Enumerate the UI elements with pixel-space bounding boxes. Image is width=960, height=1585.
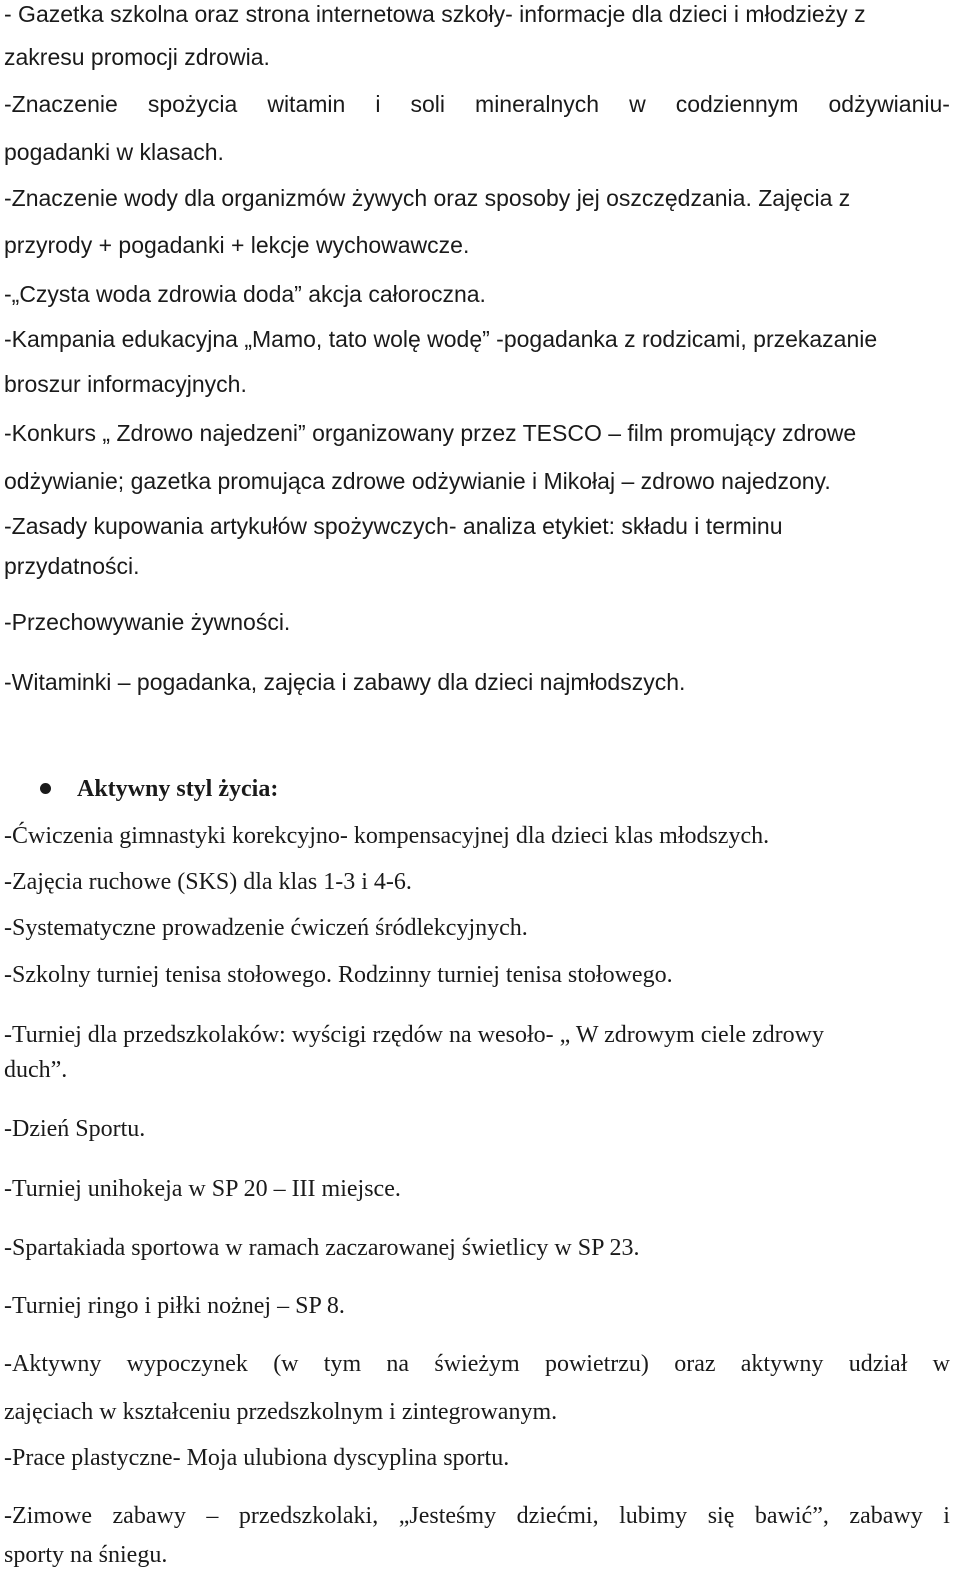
word: w: [932, 1351, 950, 1377]
text-line: -Turniej ringo i piłki nożnej – SP 8.: [4, 1293, 345, 1319]
section-heading-text: Aktywny styl życia:: [77, 776, 279, 802]
text-line: zajęciach w kształceniu przedszkolnym i zintegrowanym.: [4, 1399, 558, 1425]
text-line: -Prace plastyczne- Moja ulubiona dyscyplina sportu.: [4, 1445, 510, 1471]
bullet-icon: [40, 783, 51, 794]
word: powietrzu): [544, 1351, 649, 1377]
text-line: przyrody + pogadanki + lekcje wychowawcze.: [4, 232, 470, 258]
word: witamin: [267, 91, 346, 117]
text-line-justified: [4, 1501, 950, 1531]
word: -Zimowe: [4, 1503, 92, 1529]
text-line-justified: [4, 1349, 950, 1379]
word: dziećmi,: [516, 1503, 599, 1529]
text-line: -Systematyczne prowadzenie ćwiczeń śródlekcyjnych.: [4, 915, 528, 941]
text-line: -Znaczenie wody dla organizmów żywych oraz sposoby jej oszczędzania. Zajęcia z: [4, 185, 851, 211]
text-line: -Przechowywanie żywności.: [4, 609, 291, 635]
word: -Aktywny: [4, 1351, 102, 1377]
word: codziennym: [675, 91, 799, 117]
word: soli: [410, 91, 445, 117]
word: wypoczynek: [126, 1351, 248, 1377]
word: się: [707, 1503, 735, 1529]
word: mineralnych: [475, 91, 600, 117]
text-line: -Ćwiczenia gimnastyki korekcyjno- kompensacyjnej dla dzieci klas młodszych.: [4, 823, 770, 849]
word: udział: [848, 1351, 908, 1377]
word: i: [375, 91, 381, 117]
word: oraz: [674, 1351, 716, 1377]
text-line-justified: [4, 89, 950, 119]
text-line: -Turniej dla przedszkolaków: wyścigi rzędów na wesoło- „ W zdrowym ciele zdrowy: [4, 1022, 824, 1048]
word: i: [943, 1503, 950, 1529]
word: (w: [273, 1351, 299, 1377]
text-line: -Zajęcia ruchowe (SKS) dla klas 1-3 i 4-6.: [4, 869, 412, 895]
word: tym: [323, 1351, 362, 1377]
text-line: -Spartakiada sportowa w ramach zaczarowanej świetlicy w SP 23.: [4, 1235, 640, 1261]
text-line: -Kampania edukacyjna „Mamo, tato wolę wodę” -pogadanka z rodzicami, przekazanie: [4, 326, 878, 352]
word: „Jesteśmy: [398, 1503, 497, 1529]
word: lubimy: [619, 1503, 688, 1529]
text-line: -Szkolny turniej tenisa stołowego. Rodzinny turniej tenisa stołowego.: [4, 962, 673, 988]
word: w: [629, 91, 646, 117]
section-heading: [40, 773, 278, 805]
text-line: -„Czysta woda zdrowia doda” akcja całoroczna.: [4, 281, 486, 307]
text-line: - Gazetka szkolna oraz strona internetowa szkoły- informacje dla dzieci i młodzieży z: [4, 1, 866, 27]
text-line: odżywianie; gazetka promująca zdrowe odżywianie i Mikołaj – zdrowo najedzony.: [4, 468, 831, 494]
word: –: [206, 1503, 219, 1529]
word: -Znaczenie: [4, 91, 118, 117]
text-line: przydatności.: [4, 553, 140, 579]
word: zabawy: [112, 1503, 186, 1529]
word: świeżym: [434, 1351, 520, 1377]
word: odżywianiu-: [828, 91, 950, 117]
text-line: duch”.: [4, 1057, 68, 1083]
word: aktywny: [740, 1351, 824, 1377]
text-line: pogadanki w klasach.: [4, 139, 224, 165]
word: zabawy: [849, 1503, 923, 1529]
text-line: -Witaminki – pogadanka, zajęcia i zabawy dla dzieci najmłodszych.: [4, 669, 686, 695]
word: bawić”,: [754, 1503, 829, 1529]
text-line: zakresu promocji zdrowia.: [4, 44, 270, 70]
word: na: [386, 1351, 410, 1377]
text-line: sporty na śniegu.: [4, 1542, 168, 1568]
text-line: broszur informacyjnych.: [4, 371, 247, 397]
text-line: -Konkurs „ Zdrowo najedzeni” organizowany przez TESCO – film promujący zdrowe: [4, 420, 857, 446]
word: przedszkolaki,: [238, 1503, 379, 1529]
word: spożycia: [147, 91, 238, 117]
text-line: -Zasady kupowania artykułów spożywczych- analiza etykiet: składu i terminu: [4, 513, 783, 539]
text-line: -Dzień Sportu.: [4, 1116, 146, 1142]
text-line: -Turniej unihokeja w SP 20 – III miejsce.: [4, 1176, 401, 1202]
